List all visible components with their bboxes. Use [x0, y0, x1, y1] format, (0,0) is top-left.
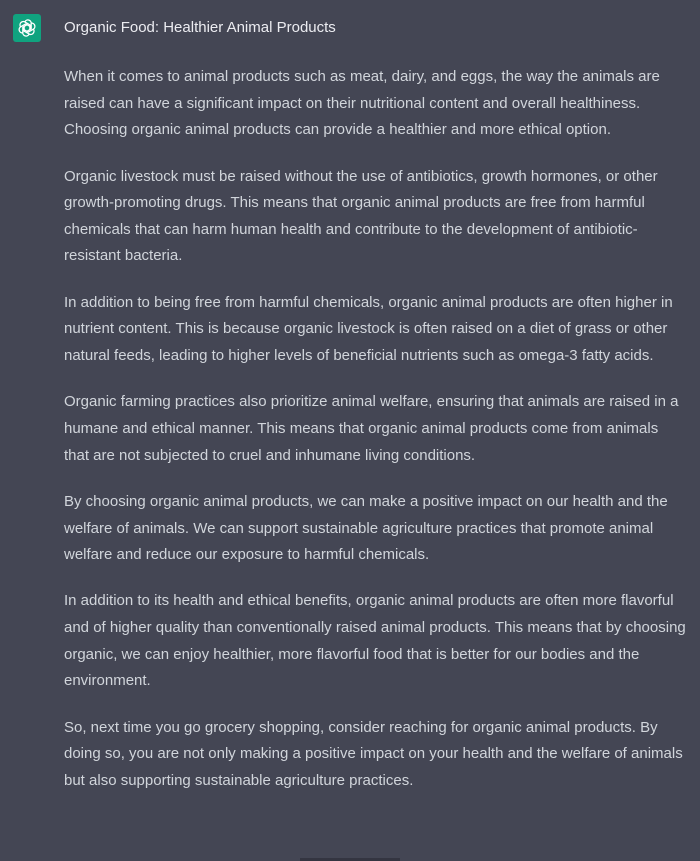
message-title: Organic Food: Healthier Animal Products: [64, 19, 336, 36]
message-paragraph-2: Organic livestock must be raised without the use of antibiotics, growth hormones, or other growth-promoting drugs. This means that organic animal products are free from harmful chemicals that can harm human health and contribute to the development of antibiotic-resistant bacteria.: [64, 167, 658, 265]
message-paragraph-6: In addition to its health and ethical benefits, organic animal products are often more flavorful and of higher quality than conventionally raised animal products. This means that by choosing organic, we can enjoy healthier, more flavorful food that is better for our bodies and the environment.: [64, 592, 686, 690]
assistant-avatar: [13, 14, 41, 42]
message-paragraph-1: When it comes to animal products such as meat, dairy, and eggs, the way the animals are raised can have a significant impact on their nutritional content and overall healthiness. Choosing organic animal products can provide a healthier and more ethical option.: [64, 68, 660, 139]
message-paragraph-3: In addition to being free from harmful chemicals, organic animal products are often higher in nutrient content. This is because organic livestock is often raised on a diet of grass or other natural feeds, leading to higher levels of beneficial nutrients such as omega-3 fatty acids.: [64, 293, 673, 364]
openai-logo-icon: [17, 18, 37, 38]
message-paragraph-7: So, next time you go grocery shopping, consider reaching for organic animal products. By doing so, you are not only making a positive impact on your health and the welfare of animals but also supporting sustainable agriculture practices.: [64, 718, 683, 789]
message-paragraph-5: By choosing organic animal products, we can make a positive impact on our health and the welfare of animals. We can support sustainable agriculture practices that promote animal welfare and reduce our exposure to harmful chemicals.: [64, 492, 668, 564]
message-content: [64, 14, 686, 814]
message-paragraph-4: Organic farming practices also prioritize animal welfare, ensuring that animals are raised in a humane and ethical manner. This means that organic animal products come from animals that are not subjected to cruel and inhumane living conditions.: [64, 393, 679, 464]
